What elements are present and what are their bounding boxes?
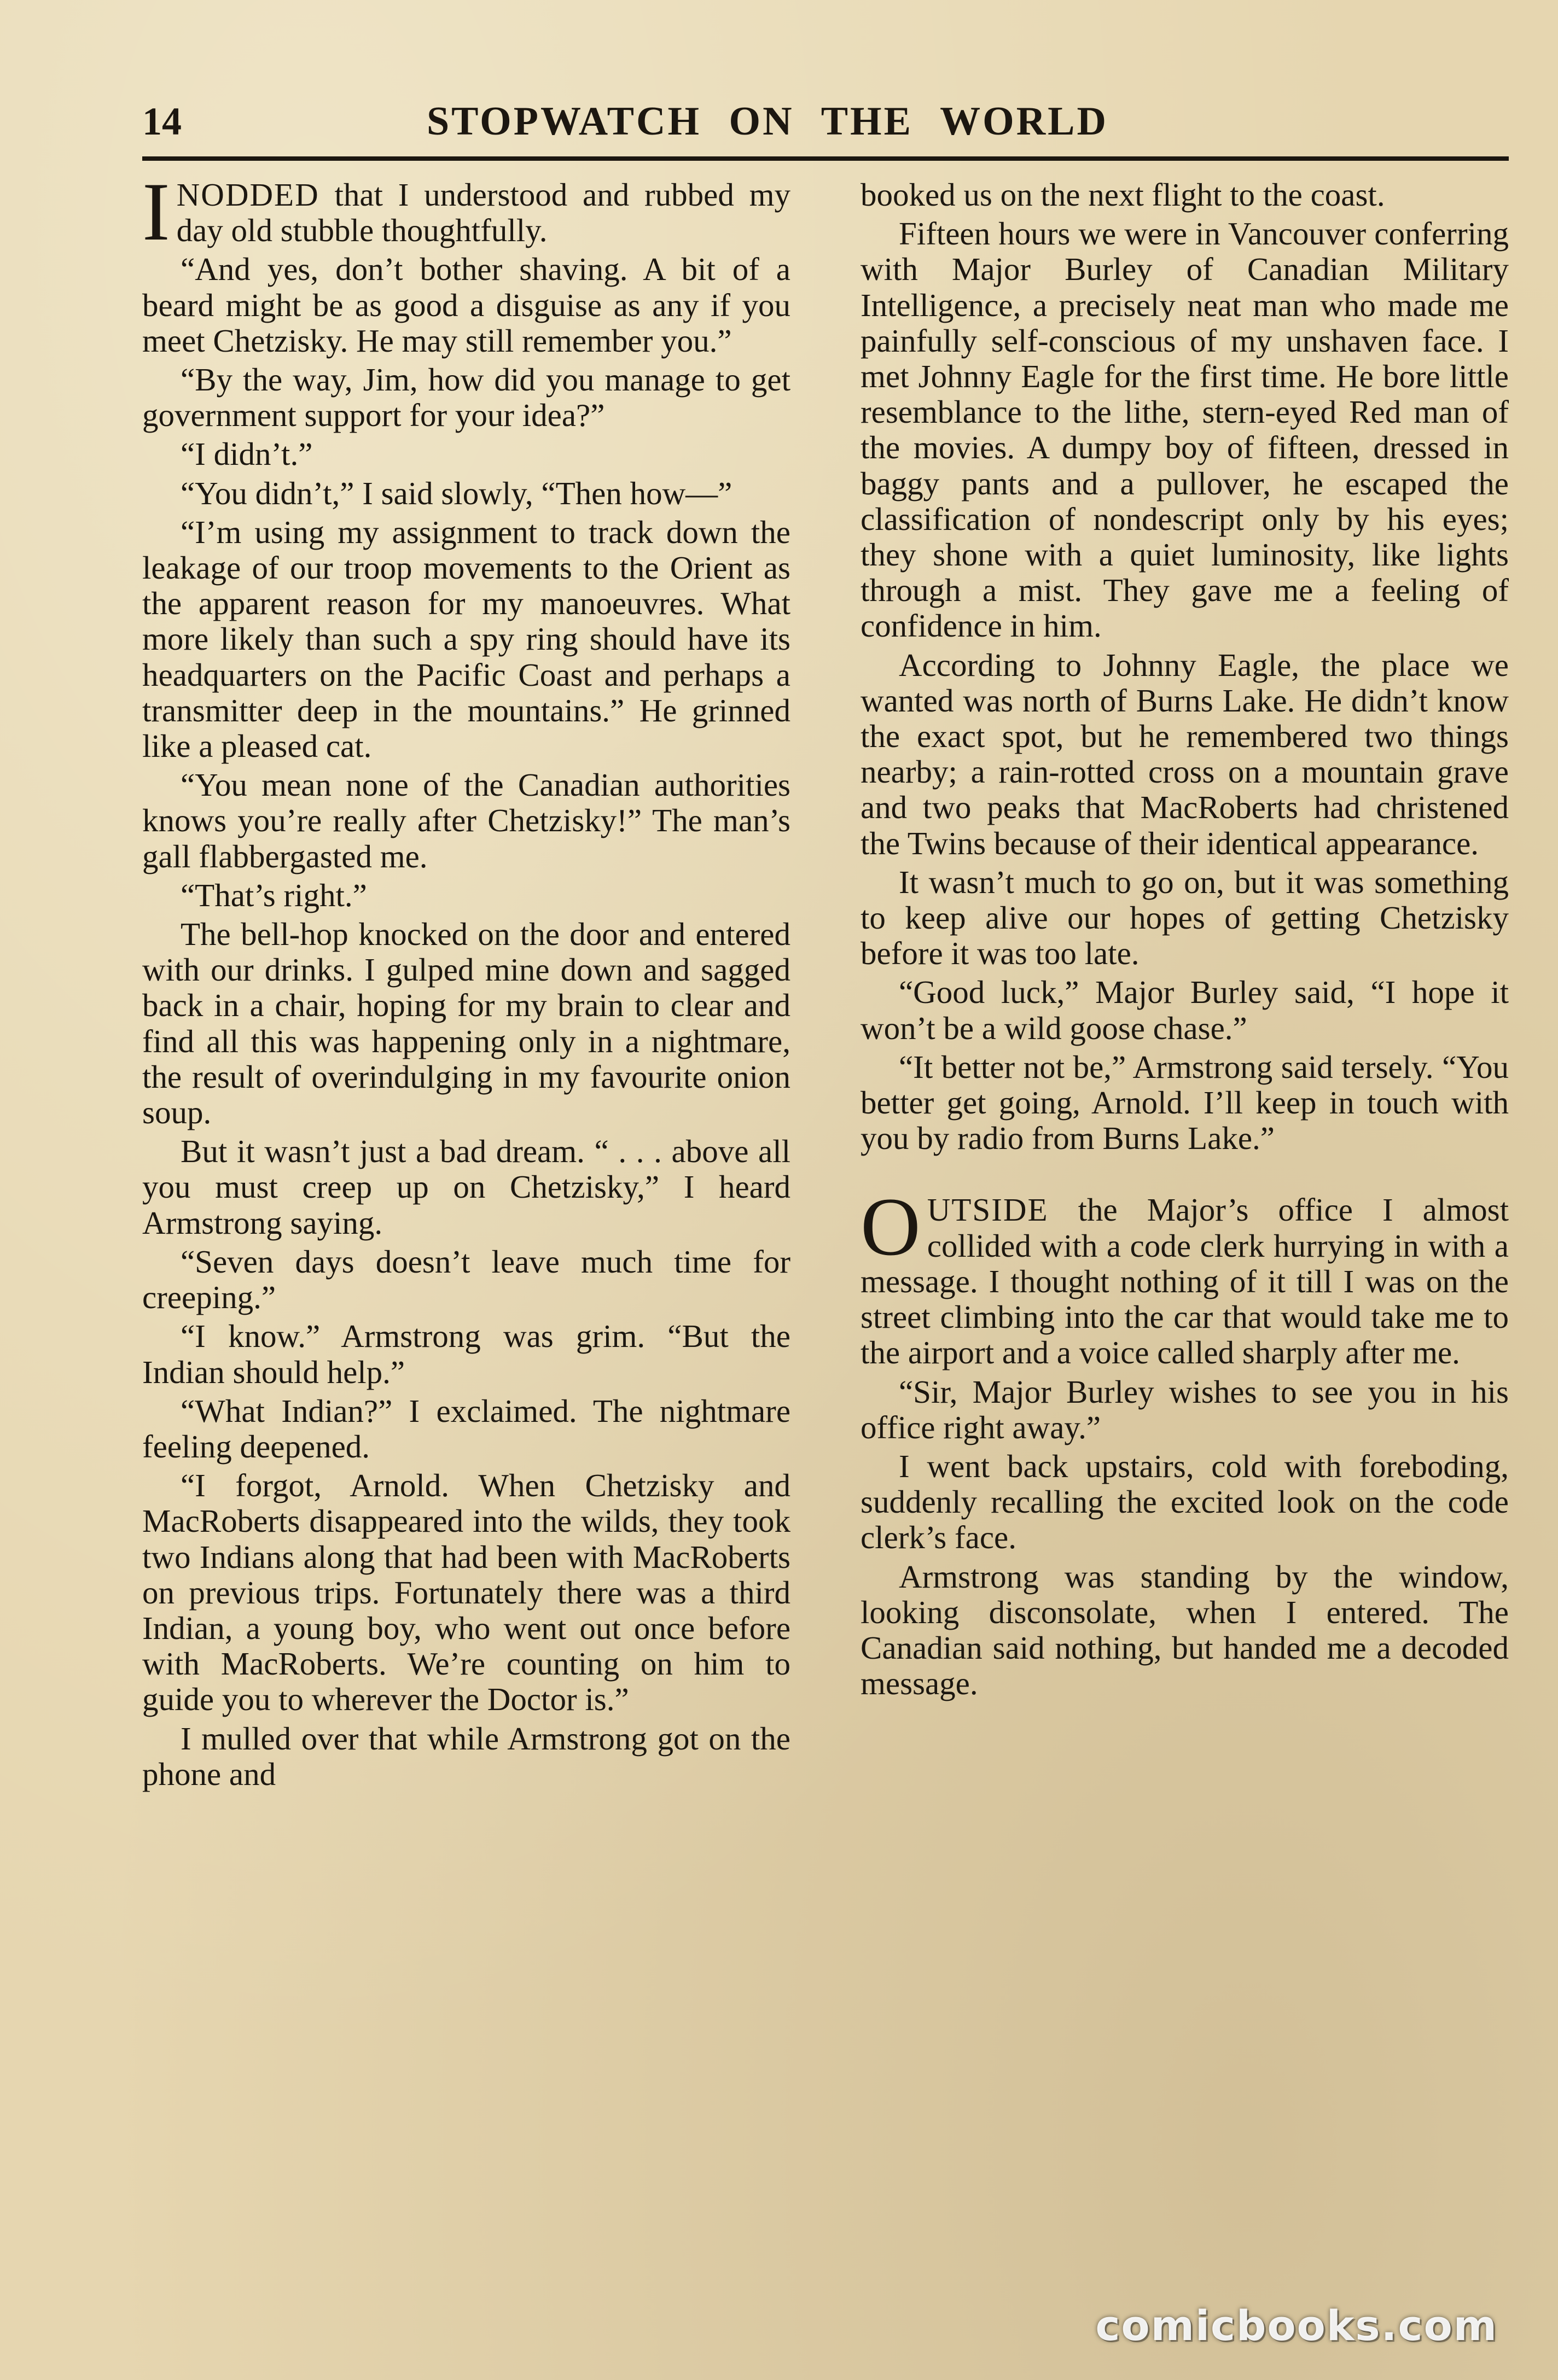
lead-in-caps: UTSIDE: [927, 1192, 1049, 1228]
paragraph: “I know.” Armstrong was grim. “But the Indian should help.”: [142, 1318, 790, 1390]
paragraph: “I’m using my assignment to track down the leakage of our troop movements to the Orient as the apparent reason for my manoeuvres. What more likely than such a spy ring should have its headquarters on the Pacific Coast and perhaps a transmitter deep in the mountains.” He grinned like a pleased cat.: [142, 514, 790, 765]
text-columns: [142, 166, 1509, 2337]
page-number: 14: [142, 100, 182, 143]
paragraph: “Sir, Major Burley wishes to see you in his office right away.”: [861, 1373, 1509, 1445]
opening-paragraph: [142, 166, 790, 258]
paragraph: I mulled over that while Armstrong got on the phone and: [142, 1720, 790, 1792]
drop-cap: I: [142, 166, 170, 258]
running-title: STOPWATCH ON THE WORLD: [427, 99, 1108, 144]
drop-cap: O: [861, 1181, 921, 1273]
paragraph: “That’s right.”: [181, 877, 367, 913]
paragraph: “Seven days doesn’t leave much time for creeping.”: [142, 1243, 790, 1316]
paragraph: According to Johnny Eagle, the place we wanted was north of Burns Lake. He didn’t know the exact spot, but he remembered two things nearby; a rain-rotted cross on a mountain grave and two peaks that MacRoberts had christened the Twins because of their identical appearance.: [861, 646, 1509, 861]
section-break: [861, 1159, 1509, 1192]
paragraph: The bell-hop knocked on the door and entered with our drinks. I gulped mine down and sagged back in a chair, hoping for my brain to clear and find all this was happening only in a nightmare, the result of overindulging in my favourite onion soup.: [142, 916, 790, 1131]
paragraph: “What Indian?” I exclaimed. The nightmare feeling deepened.: [142, 1392, 790, 1465]
paragraph: “I didn’t.”: [181, 436, 313, 472]
paragraph: “You mean none of the Canadian authorities knows you’re really after Chetzisky!” The man’s gall flabbergasted me.: [142, 767, 790, 874]
paragraph: But it wasn’t just a bad dream. “ . . . above all you must creep up on Chetzisky,” I heard Armstrong saying.: [142, 1133, 790, 1241]
lead-in-caps: NODDED: [176, 177, 319, 213]
left-column: [142, 166, 790, 2337]
continued-paragraph: booked us on the next flight to the coast.: [861, 177, 1385, 213]
paragraph: “I forgot, Arnold. When Chetzisky and MacRoberts disappeared into the wilds, they took two Indians along that had been with MacRoberts on previous trips. Fortunately there was a third Indian, a young boy, who went out once before with MacRoberts. We’re counting on him to guide you to wherever the Doctor is.”: [142, 1467, 790, 1718]
paragraph: I went back upstairs, cold with foreboding, suddenly recalling the excited look on the code clerk’s face.: [861, 1448, 1509, 1556]
paragraph: “Good luck,” Major Burley said, “I hope it won’t be a wild goose chase.”: [861, 974, 1509, 1046]
paragraph: Fifteen hours we were in Vancouver conferring with Major Burley of Canadian Military Intelligence, a precisely neat man who made me painfully self-conscious of my unshaven face. I met Johnny Eagle for the first time. He bore little resemblance to the lithe, stern-eyed Red man of the movies. A dumpy boy of fifteen, dressed in baggy pants and a pullover, he escaped the classification of nondescript only by his eyes; they shone with a quiet luminosity, like lights through a mist. They gave me a feeling of confidence in him.: [861, 215, 1509, 644]
page-header: [142, 98, 1509, 161]
opening-paragraph-text: that I understood and rubbed my day old stubble thoughtfully.: [176, 177, 790, 249]
paragraph: “It better not be,” Armstrong said tersely. “You better get going, Arnold. I’ll keep in touch with you by radio from Burns Lake.”: [861, 1048, 1509, 1157]
paragraph: “By the way, Jim, how did you manage to get government support for your idea?”: [142, 361, 790, 434]
paragraph: Armstrong was standing by the window, looking disconsolate, when I entered. The Canadian said nothing, but handed me a decoded message.: [861, 1558, 1509, 1702]
paragraph: “And yes, don’t bother shaving. A bit of a beard might be as good a disguise as any if you meet Chetzisky. He may still remember you.”: [142, 251, 790, 359]
paragraph: It wasn’t much to go on, but it was something to keep alive our hopes of getting Chetzisky before it was too late.: [861, 864, 1509, 972]
section-opening-text: the Major’s office I almost collided with a code clerk hurrying in with a message. I thought nothing of it till I was on the street climbing into the car that would take me to the airport and a voice called sharply after me.: [861, 1192, 1509, 1371]
section-opening-paragraph: [861, 1181, 1509, 1371]
site-watermark: comicbooks.com: [1095, 2301, 1498, 2350]
paragraph: “You didn’t,” I said slowly, “Then how—”: [181, 475, 733, 511]
right-column: [861, 177, 1509, 2337]
